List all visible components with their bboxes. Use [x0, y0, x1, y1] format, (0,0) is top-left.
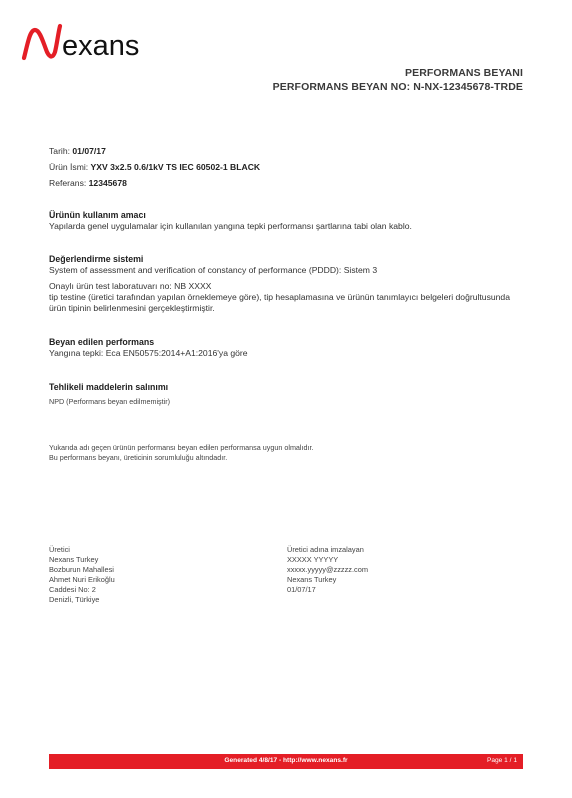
reference-value: 12345678 [88, 178, 127, 188]
date-value: 01/07/17 [72, 146, 106, 156]
statement-line-1: Yukarıda adı geçen ürünün performansı beyan edilen performansa uygun olmalıdır. [49, 443, 314, 452]
product-info [49, 143, 260, 191]
usage-text: Yapılarda genel uygulamalar için kullanılan yangına tepki performansı şartlarına tabi olan kablo. [49, 221, 412, 231]
manufacturer-line: Bozburun Mahallesi [49, 565, 114, 574]
date-row [49, 143, 260, 159]
footer-generated: Generated 4/8/17 - http://www.nexans.fr [224, 757, 348, 764]
usage-heading: Ürünün kullanım amacı [49, 210, 146, 220]
page-footer [49, 754, 523, 769]
date-label: Tarih: [49, 146, 71, 156]
signatory-line: xxxxx.yyyyy@zzzzz.com [287, 565, 369, 574]
declared-heading: Beyan edilen performans [49, 337, 155, 347]
product-value: YXV 3x2.5 0.6/1kV TS IEC 60502-1 BLACK [90, 162, 261, 172]
signatory-label: Üretici adına imzalayan [287, 545, 364, 554]
declaration-number: PERFORMANS BEYAN NO: N-NX-12345678-TRDE [272, 81, 523, 93]
hazard-text: NPD (Performans beyan edilmemiştir) [49, 397, 171, 406]
manufacturer-label: Üretici [49, 545, 70, 554]
reference-label: Referans: [49, 178, 87, 188]
reference-row [49, 175, 260, 191]
nexans-logo [20, 22, 160, 62]
assessment-text: System of assessment and verification of constancy of performance (PDDD): Sistem 3 [49, 265, 378, 275]
product-row [49, 159, 260, 175]
signatory-line: XXXXX YYYYY [287, 555, 339, 564]
signatory-line: Nexans Turkey [287, 575, 337, 584]
declared-performance-section [49, 337, 529, 359]
statement-section [49, 443, 529, 463]
statement-line-2: Bu performans beyanı, üreticinin sorumluluğu altındadır. [49, 453, 228, 462]
usage-section [49, 210, 529, 232]
manufacturer-line: Denizli, Türkiye [49, 595, 100, 604]
signatory-block [287, 545, 368, 595]
manufacturer-line: Ahmet Nuri Erikoğlu [49, 575, 115, 584]
page-number: Page 1 / 1 [486, 757, 517, 764]
signatory-line: 01/07/17 [287, 585, 316, 594]
logo-wordmark: exans [62, 30, 140, 62]
assessment-heading: Değerlendirme sistemi [49, 254, 144, 264]
lab-text: tip testine (üretici tarafından yapılan örneklemeye göre), tip hesaplamasına ve ürünün tanımlayıcı belgeleri doğrultusunda ürün tipinin belirlenmesini gerçekleştirmiştir. [49, 292, 510, 313]
manufacturer-line: Nexans Turkey [49, 555, 99, 564]
product-label: Ürün İsmi: [49, 162, 89, 172]
manufacturer-block [49, 545, 115, 605]
hazard-section [49, 382, 529, 407]
manufacturer-line: Caddesi No: 2 [49, 585, 96, 594]
assessment-section [49, 254, 529, 314]
hazard-heading: Tehlikeli maddelerin salınımı [49, 382, 169, 392]
declared-text: Yangına tepki: Eca EN50575:2014+A1:2016'ya göre [49, 348, 248, 358]
document-title: PERFORMANS BEYANI [405, 67, 523, 79]
document-header [273, 66, 523, 94]
lab-line: Onaylı ürün test laboratuvarı no: NB XXXX [49, 281, 212, 291]
